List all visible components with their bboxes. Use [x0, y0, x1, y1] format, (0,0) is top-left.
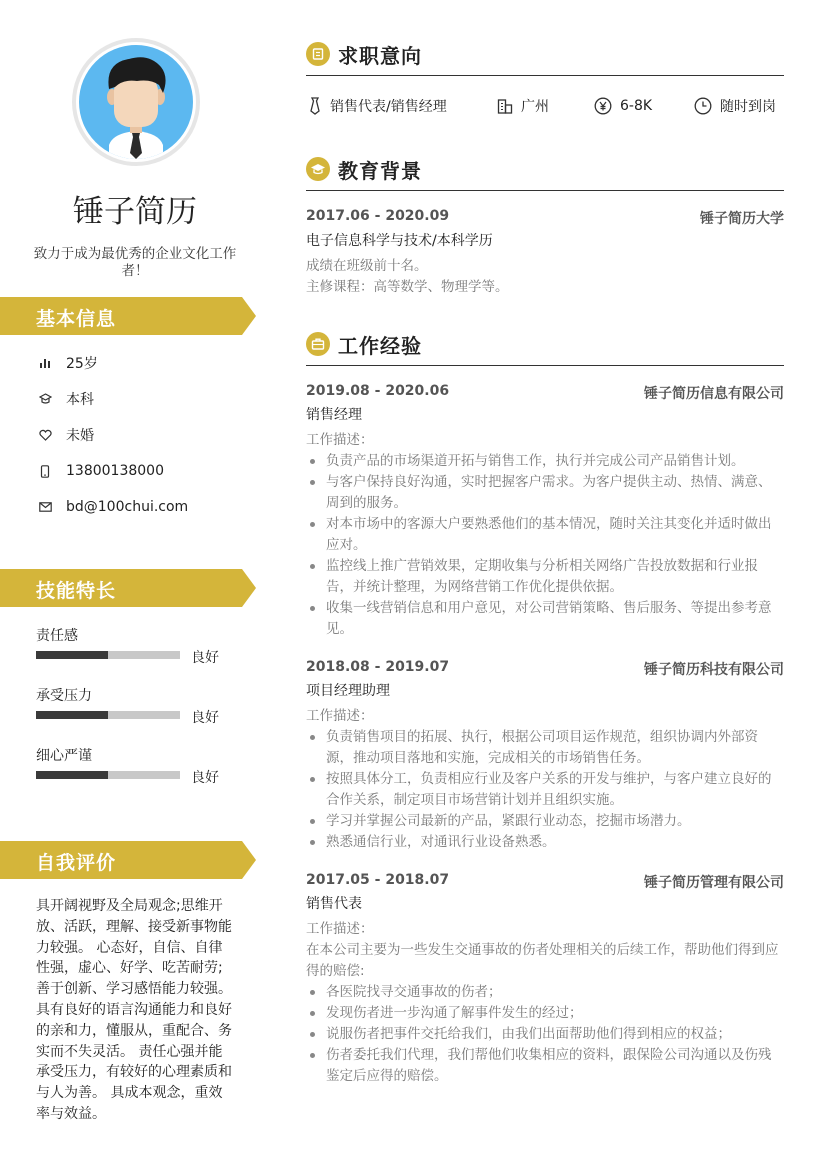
- skill-level: 良好: [191, 710, 219, 726]
- job-duty-list: [306, 451, 784, 640]
- section-header-work: [306, 330, 784, 366]
- job-role: 项目经理助理: [306, 683, 390, 699]
- job-duty-list: [306, 727, 784, 853]
- job-duty-list: [306, 982, 784, 1087]
- section-title: 自我评价: [36, 852, 117, 874]
- job-desc-label: 工作描述：: [306, 432, 374, 448]
- section-title: 工作经验: [338, 334, 422, 358]
- section-header-education: [306, 155, 784, 191]
- list-item: 按照具体分工，负责相应行业及客户关系的开发与维护，与客户建立良好的合作关系，制定项目市场营销计划并且组织实施。: [306, 769, 784, 811]
- list-item: 伤者委托我们代理，我们帮他们收集相应的资料，跟保险公司沟通以及伤残鉴定后应得的赔偿。: [306, 1045, 784, 1087]
- info-email: bd@100chui.com: [38, 497, 188, 517]
- skill-name: 责任感: [36, 628, 78, 644]
- skill-level: 良好: [191, 770, 219, 786]
- job-company: 锤子简历科技有限公司: [644, 662, 784, 678]
- mail-icon: [38, 500, 52, 514]
- section-header-job-intent: [306, 40, 784, 76]
- skill-bar: [36, 651, 180, 659]
- list-item: 各医院找寻交通事故的伤者；: [306, 982, 784, 1003]
- job-intro: 在本公司主要为一些发生交通事故的伤者处理相关的后续工作，帮助他们得到应得的赔偿:: [306, 942, 779, 979]
- job-desc-label: 工作描述：: [306, 921, 374, 937]
- graduation-cap-icon: [306, 157, 330, 181]
- profile-motto: 致力于成为最优秀的企业文化工作者！: [33, 246, 237, 279]
- yen-coin-icon: [594, 97, 612, 115]
- education-date: 2017.06 - 2020.09: [306, 208, 450, 224]
- list-item: 与客户保持良好沟通，实时把握客户需求。为客户提供主动、热情、满意、周到的服务。: [306, 472, 784, 514]
- graduation-cap-icon: [38, 392, 52, 406]
- info-marital: 未婚: [38, 425, 94, 445]
- heart-icon: [38, 428, 52, 442]
- section-title: 基本信息: [36, 308, 117, 330]
- list-item: 熟悉通信行业，对通讯行业设备熟悉。: [306, 832, 784, 853]
- intent-salary: 6-8K: [594, 96, 652, 116]
- job-date: 2019.08 - 2020.06: [306, 383, 450, 399]
- building-icon: [497, 98, 513, 114]
- briefcase-icon: [306, 332, 330, 356]
- skill-bar: [36, 711, 180, 719]
- section-title: 教育背景: [338, 159, 422, 183]
- skill-bar-fill: [36, 711, 108, 719]
- briefcase-icon: [306, 42, 330, 66]
- info-education: 本科: [38, 389, 94, 409]
- skill-bar-fill: [36, 651, 108, 659]
- intent-position: 销售代表/销售经理: [308, 96, 447, 116]
- person-avatar-icon: [79, 45, 193, 159]
- left-column: [0, 0, 270, 1160]
- education-note: 主修课程：高等数学、物理学等。: [306, 279, 509, 295]
- list-item: 说服伤者把事件交托给我们，由我们出面帮助他们得到相应的权益；: [306, 1024, 784, 1045]
- bar-chart-icon: [38, 356, 52, 370]
- intent-availability: 随时到岗: [694, 96, 776, 116]
- education-major: 电子信息科学与技术/本科学历: [306, 233, 493, 249]
- list-item: 发现伤者进一步沟通了解事件发生的经过；: [306, 1003, 784, 1024]
- job-date: 2018.08 - 2019.07: [306, 659, 450, 675]
- section-title: 技能特长: [36, 580, 117, 602]
- job-company: 锤子简历信息有限公司: [644, 386, 784, 402]
- education-note: 成绩在班级前十名。: [306, 258, 428, 274]
- profile-name: 锤子简历: [73, 194, 197, 230]
- job-date: 2017.05 - 2018.07: [306, 872, 450, 888]
- info-age: 25岁: [38, 353, 98, 373]
- tie-icon: [308, 97, 322, 115]
- list-item: 学习并掌握公司最新的产品，紧跟行业动态，挖掘市场潜力。: [306, 811, 784, 832]
- skill-level: 良好: [191, 650, 219, 666]
- section-title: 求职意向: [338, 44, 422, 68]
- list-item: 负责销售项目的拓展、执行，根据公司项目运作规范，组织协调内外部资源，推动项目落地和实施，完成相关的市场销售任务。: [306, 727, 784, 769]
- job-role: 销售经理: [306, 407, 362, 423]
- job-desc-label: 工作描述：: [306, 708, 374, 724]
- job-role: 销售代表: [306, 896, 362, 912]
- clock-icon: [694, 97, 712, 115]
- section-header-self-eval: [0, 841, 256, 879]
- list-item: 对本市场中的客源大户要熟悉他们的基本情况，随时关注其变化并适时做出应对。: [306, 514, 784, 556]
- section-header-skills: [0, 569, 256, 607]
- skill-name: 承受压力: [36, 688, 92, 704]
- list-item: 监控线上推广营销效果，定期收集与分析相关网络广告投放数据和行业报告，并统计整理，为网络营销工作优化提供依据。: [306, 556, 784, 598]
- skill-name: 细心严谨: [36, 748, 92, 764]
- self-evaluation-text: 具开阔视野及全局观念;思维开放、活跃，理解、接受新事物能力较强。 心态好，自信、自律性强，虚心、好学、吃苦耐劳;善于创新、学习感悟能力较强。具有良好的语言沟通能力和良好的亲和力，懂服从，重配合、务实而不失灵活。 责任心强并能承受压力，有较好的心理素质和与人为善。 具成本观念，重效率与效益。: [36, 898, 232, 1122]
- phone-icon: [38, 464, 52, 478]
- education-school: 锤子简历大学: [700, 211, 784, 227]
- list-item: 负责产品的市场渠道开拓与销售工作，执行并完成公司产品销售计划。: [306, 451, 784, 472]
- intent-city: 广州: [497, 96, 549, 116]
- job-company: 锤子简历管理有限公司: [644, 875, 784, 891]
- skill-bar: [36, 771, 180, 779]
- list-item: 收集一线营销信息和用户意见，对公司营销策略、售后服务、等提出参考意见。: [306, 598, 784, 640]
- info-phone: 13800138000: [38, 461, 164, 481]
- avatar: [72, 38, 200, 166]
- section-header-basic-info: [0, 297, 256, 335]
- skill-bar-fill: [36, 771, 108, 779]
